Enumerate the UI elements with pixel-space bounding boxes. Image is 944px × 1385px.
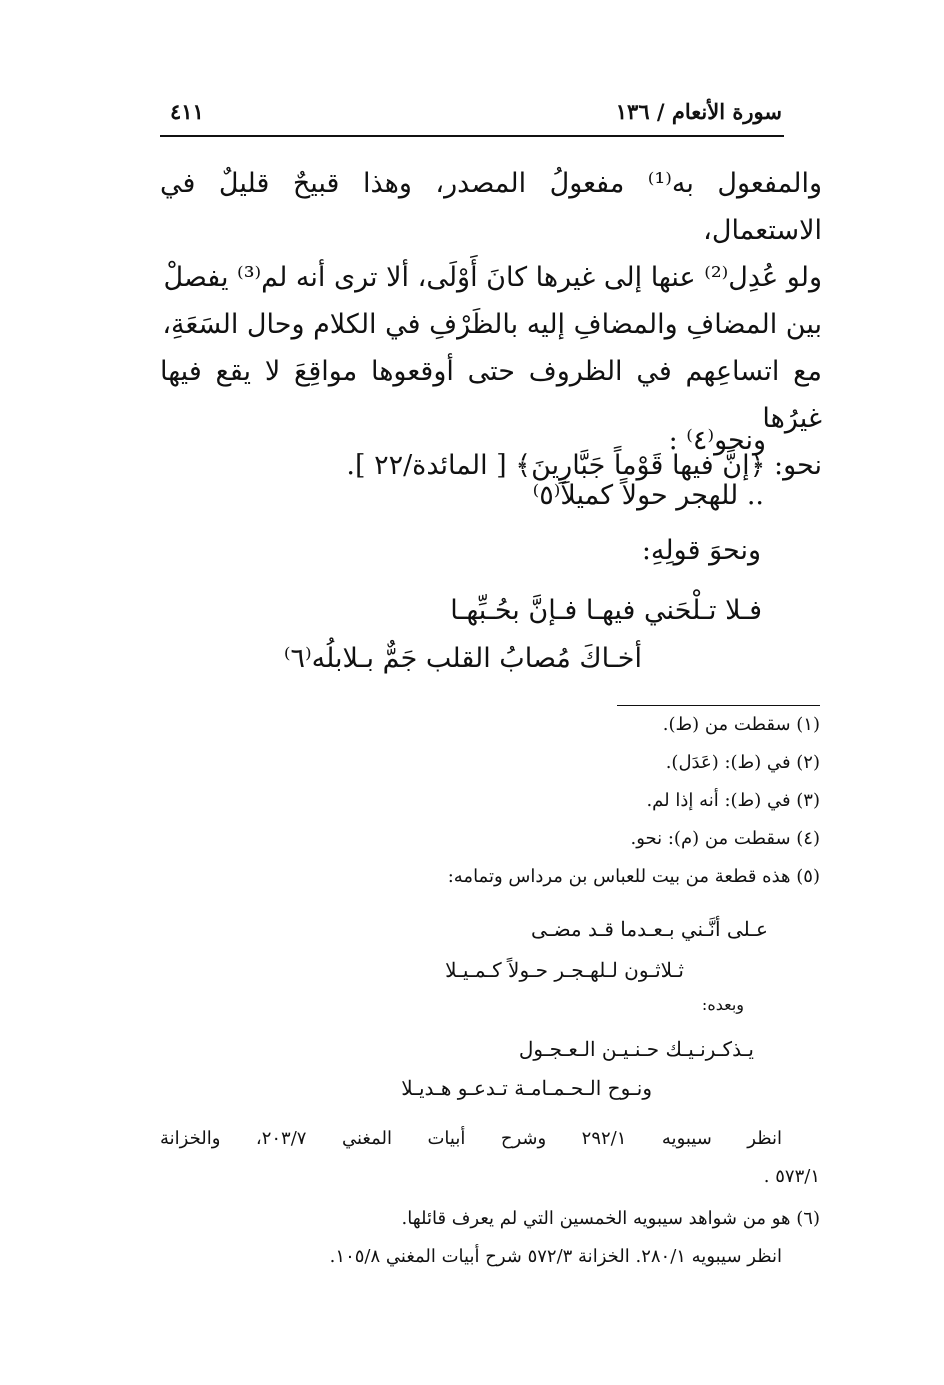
footnote-verse: عـلى أنَّـني بـعـدما قـد مضـى	[531, 917, 768, 941]
footnote-verse: ونـوح الـحـمـامـة تـدعـو هـديـلا	[401, 1076, 652, 1100]
body-line: مع اتساعِهم في الظروف حتى أوقعوها مواقِعَ لا يقع فيها غيرُها	[160, 356, 822, 434]
example-label: ونحو⁽٤⁾ :	[668, 425, 766, 456]
footnote-reference: انظر سيبويه ٢٨٠/١. الخزانة ٥٧٢/٣ شرح أبيات المغني ١٠٥/٨.	[329, 1246, 782, 1267]
footnote: (٣) في (ط): أنه إذا لم.	[646, 790, 820, 811]
verse-line: أخـاكَ مُصابُ القلب جَمٌّ بـلابلُه⁽٦⁾	[283, 643, 642, 674]
footnote-verse: ثـلاثـون لـلهـجـر حـولاً كـمـيـلا	[445, 958, 684, 982]
body-line: نحو: ﴿إنَّ فيها قَوْماً جَبَّارِينَ﴾ [ المائدة/٢٢ ].	[346, 450, 822, 481]
footnote-verse: يـذكـرنـيـك حـنـيـن الـعـجـول	[518, 1037, 754, 1061]
running-header	[160, 95, 784, 137]
footnote: (٥) هذه قطعة من بيت للعباس بن مرداس وتمامه:	[447, 866, 820, 887]
footnote: (١) سقطت من (ط).	[662, 714, 820, 735]
footnote: (٢) في (ط): (عَدَل).	[665, 752, 820, 773]
footnote-text: وبعده:	[701, 995, 744, 1014]
example-label: ونحوَ قولِهِ:	[641, 535, 761, 566]
example-text: .. للهجر حولاً كميلاً⁽٥⁾	[532, 480, 764, 511]
footnote-reference: انظر سيبويه ٢٩٢/١ وشرح أبيات المغني ٢٠٣/٧، والخزانة	[160, 1128, 783, 1149]
body-line: والمفعول به⁽¹⁾ مفعولُ المصدر، وهذا قبيحٌ قليلٌ في الاستعمال،	[160, 168, 822, 246]
body-line: ولو عُدِل⁽²⁾ عنها إلى غيرها كانَ أَوْلَى، ألا ترى أنه لم⁽³⁾ يفصلْ	[163, 262, 822, 293]
body-line: بين المضافِ والمضافِ إليه بالظَرْفِ في الكلام وحال السَعَةِ،	[162, 309, 822, 340]
footnote: (٤) سقطت من (م): نحو.	[630, 828, 820, 849]
footnote: (٦) هو من شواهد سيبويه الخمسين التي لم يعرف قائلها.	[401, 1208, 820, 1229]
surah-title: سورة الأنعام / ١٣٦	[615, 99, 782, 124]
page-number: ٤١١	[170, 99, 204, 124]
verse-line: فـلا تـلْحَني فيهـا فـإنَّ بحُـبِّهـا	[450, 595, 762, 626]
footnote-divider	[617, 705, 820, 706]
footnote-reference: ٥٧٣/١ .	[763, 1166, 820, 1187]
